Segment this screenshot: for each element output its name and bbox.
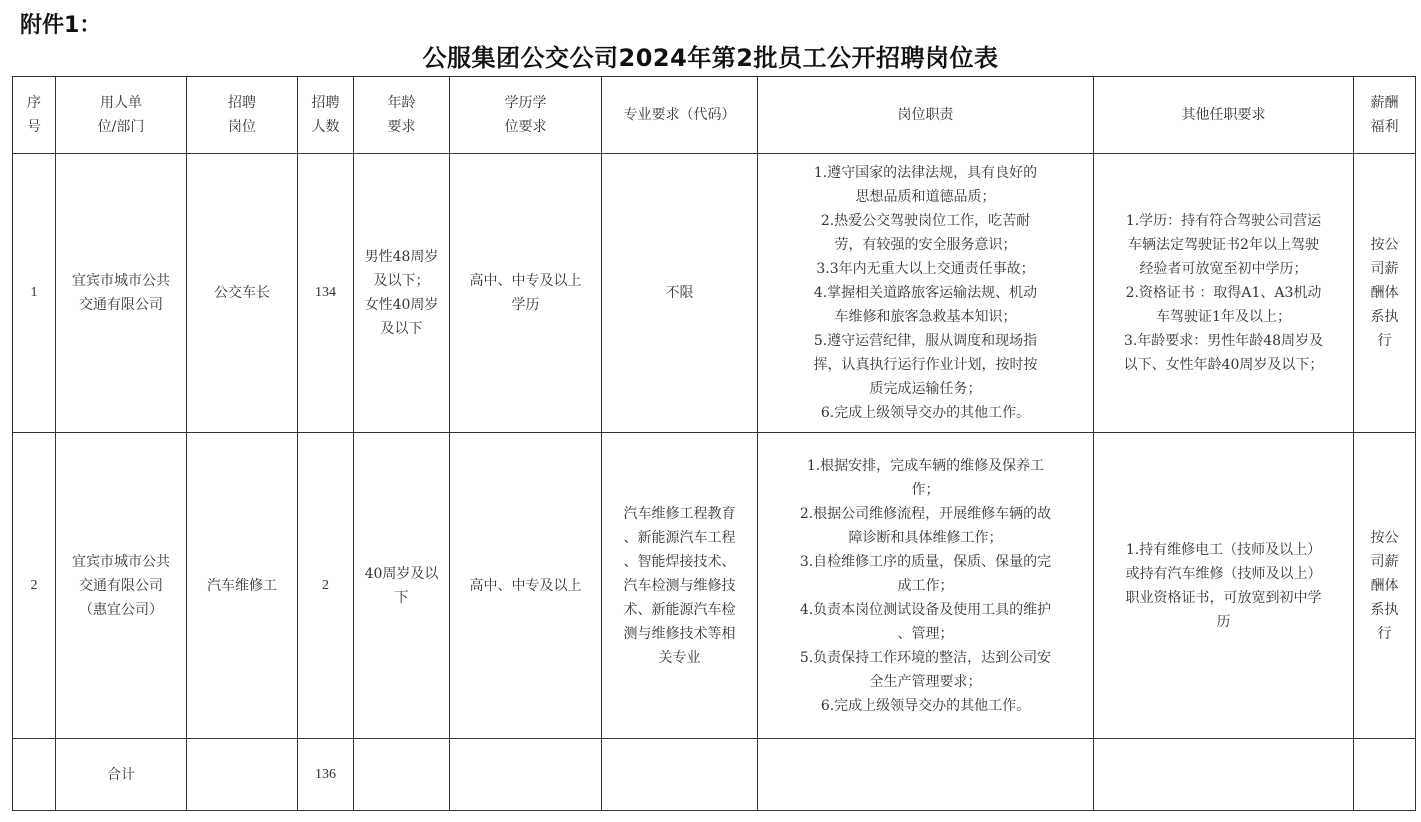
col-header-major: 专业要求（代码） bbox=[602, 77, 758, 154]
col-header-count: 招聘 人数 bbox=[298, 77, 354, 154]
col-header-other: 其他任职要求 bbox=[1094, 77, 1354, 154]
cell-other: 1.持有维修电工（技师及以上） 或持有汽车维修（技师及以上） 职业资格证书，可放宽到初中学 历 bbox=[1094, 433, 1354, 739]
cell-age: 男性48周岁 及以下； 女性40周岁 及以下 bbox=[354, 154, 450, 433]
cell-age: 40周岁及以 下 bbox=[354, 433, 450, 739]
cell-unit: 宜宾市城市公共 交通有限公司 （惠宜公司） bbox=[56, 433, 187, 739]
cell-salary: 按公 司薪 酬体 系执 行 bbox=[1354, 433, 1416, 739]
cell-total-count: 136 bbox=[298, 739, 354, 811]
col-header-position: 招聘 岗位 bbox=[187, 77, 298, 154]
cell-empty bbox=[187, 739, 298, 811]
table-row bbox=[13, 433, 1416, 739]
cell-empty bbox=[354, 739, 450, 811]
cell-count: 134 bbox=[298, 154, 354, 433]
cell-empty bbox=[450, 739, 602, 811]
cell-seq: 2 bbox=[13, 433, 56, 739]
cell-position: 汽车维修工 bbox=[187, 433, 298, 739]
cell-count: 2 bbox=[298, 433, 354, 739]
cell-total-label: 合计 bbox=[56, 739, 187, 811]
cell-empty bbox=[13, 739, 56, 811]
cell-position: 公交车长 bbox=[187, 154, 298, 433]
col-header-education: 学历学 位要求 bbox=[450, 77, 602, 154]
cell-education: 高中、中专及以上 学历 bbox=[450, 154, 602, 433]
cell-empty bbox=[1354, 739, 1416, 811]
cell-seq: 1 bbox=[13, 154, 56, 433]
cell-empty bbox=[758, 739, 1094, 811]
cell-empty bbox=[602, 739, 758, 811]
cell-salary: 按公 司薪 酬体 系执 行 bbox=[1354, 154, 1416, 433]
col-header-age: 年龄 要求 bbox=[354, 77, 450, 154]
page-title: 公服集团公交公司2024年第2批员工公开招聘岗位表 bbox=[422, 44, 999, 72]
cell-unit: 宜宾市城市公共 交通有限公司 bbox=[56, 154, 187, 433]
cell-other: 1.学历：持有符合驾驶公司营运 车辆法定驾驶证书2年以上驾驶 经验者可放宽至初中学历； 2.资格证书 ：取得A1、A3机动 车驾驶证1年及以上； 3.年龄要求：男性年龄48周岁及 以下、女性年龄40周岁及以下； bbox=[1094, 154, 1354, 433]
cell-duties: 1.遵守国家的法律法规，具有良好的 思想品质和道德品质； 2.热爱公交驾驶岗位工作，吃苦耐 劳，有较强的安全服务意识； 3.3年内无重大以上交通责任事故； 4.掌握相关道路旅客运输法规、机动 车维修和旅客急救基本知识； 5.遵守运营纪律，服从调度和现场指 挥，认真执行运行作业计划，按时按 质完成运输任务； 6.完成上级领导交办的其他工作。 bbox=[758, 154, 1094, 433]
cell-empty bbox=[1094, 739, 1354, 811]
cell-duties: 1.根据安排，完成车辆的维修及保养工 作； 2.根据公司维修流程，开展维修车辆的故 障诊断和具体维修工作； 3.自检维修工序的质量，保质、保量的完 成工作； 4.负责本岗位测试设备及使用工具的维护 、管理； 5.负责保持工作环境的整洁，达到公司安 全生产管理要求； 6.完成上级领导交办的其他工作。 bbox=[758, 433, 1094, 739]
table-total-row bbox=[13, 739, 1416, 811]
col-header-unit: 用人单 位/部门 bbox=[56, 77, 187, 154]
cell-education: 高中、中专及以上 bbox=[450, 433, 602, 739]
attachment-label: 附件1： bbox=[20, 13, 102, 38]
recruitment-table bbox=[12, 76, 1416, 811]
col-header-duties: 岗位职责 bbox=[758, 77, 1094, 154]
col-header-salary: 薪酬 福利 bbox=[1354, 77, 1416, 154]
table-row bbox=[13, 154, 1416, 433]
col-header-seq: 序 号 bbox=[13, 77, 56, 154]
table-header-row bbox=[13, 77, 1416, 154]
cell-major: 不限 bbox=[602, 154, 758, 433]
cell-major: 汽车维修工程教育 、新能源汽车工程 、智能焊接技术、 汽车检测与维修技 术、新能源汽车检 测与维修技术等相 关专业 bbox=[602, 433, 758, 739]
